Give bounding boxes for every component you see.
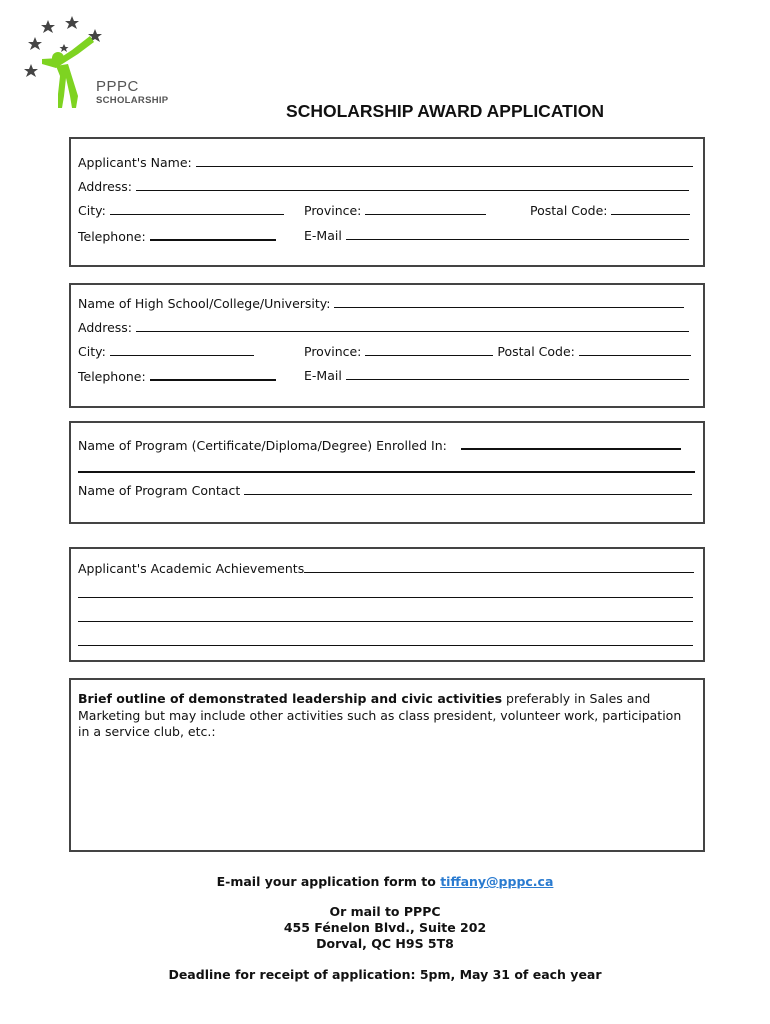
email-link[interactable]: tiffany@pppc.ca [440, 874, 554, 889]
school-email-field[interactable] [346, 368, 689, 380]
school-postal-field[interactable] [579, 344, 691, 356]
applicant-address-row [78, 179, 689, 195]
applicant-address-field[interactable] [136, 179, 689, 191]
school-address-row [78, 320, 689, 336]
program-name-label: Name of Program (Certificate/Diploma/Degree) Enrolled In: [78, 438, 447, 453]
applicant-name-row [78, 155, 693, 171]
achievements-field[interactable] [304, 561, 694, 573]
leadership-prompt-line-3: in a service club, etc.: [78, 724, 216, 739]
program-name-continuation-row [78, 460, 695, 477]
deadline-text: Deadline for receipt of application: 5pm, May 31 of each year [168, 967, 602, 982]
achievements-row [78, 561, 694, 577]
program-name-field-continued[interactable] [78, 460, 695, 473]
school-province-label: Province: [304, 344, 362, 359]
school-city-label: City: [78, 344, 106, 359]
applicant-city-field[interactable] [110, 203, 284, 215]
applicant-province-label: Province: [304, 203, 362, 218]
page-title: SCHOLARSHIP AWARD APPLICATION [286, 101, 604, 121]
leadership-prompt-rest: preferably in Sales and [502, 691, 651, 706]
achievements-line-2 [78, 586, 693, 602]
leadership-prompt-line-1 [78, 691, 650, 707]
achievements-field-line-2[interactable] [78, 586, 693, 598]
email-instruction [0, 874, 770, 889]
applicant-province-field[interactable] [365, 203, 486, 215]
program-contact-label: Name of Program Contact [78, 483, 241, 498]
program-contact-row [78, 483, 692, 499]
program-contact-field[interactable] [244, 483, 692, 495]
school-postal-label: Postal Code: [497, 344, 575, 359]
school-province-row [304, 344, 691, 360]
applicant-telephone-field[interactable] [150, 228, 276, 241]
mail-line-1: Or mail to PPPC [329, 904, 441, 919]
program-name-row [78, 437, 681, 454]
achievements-label: Applicant's Academic Achievements [78, 561, 305, 576]
achievements-line-4 [78, 634, 693, 650]
applicant-email-field[interactable] [346, 228, 689, 240]
applicant-email-row [304, 228, 689, 244]
school-telephone-label: Telephone: [78, 369, 146, 384]
school-name-field[interactable] [334, 296, 684, 308]
applicant-postal-row [530, 203, 690, 219]
applicant-address-label: Address: [78, 179, 132, 194]
applicant-telephone-label: Telephone: [78, 229, 146, 244]
applicant-city-label: City: [78, 203, 106, 218]
school-province-field[interactable] [365, 344, 493, 356]
applicant-city-row [78, 203, 284, 219]
applicant-name-label: Applicant's Name: [78, 155, 192, 170]
applicant-province-row [304, 203, 486, 219]
applicant-postal-field[interactable] [611, 203, 690, 215]
email-instruction-text: E-mail your application form to [216, 874, 441, 889]
school-address-label: Address: [78, 320, 132, 335]
school-email-row [304, 368, 689, 384]
school-name-row [78, 296, 684, 312]
mail-line-2: 455 Fénelon Blvd., Suite 202 [283, 920, 487, 935]
applicant-email-label: E-Mail [304, 228, 342, 243]
mail-line-3: Dorval, QC H9S 5T8 [316, 936, 454, 951]
school-telephone-field[interactable] [150, 368, 276, 381]
leadership-prompt-line-2: Marketing but may include other activities such as class president, volunteer work, participation [78, 708, 682, 723]
achievements-field-line-3[interactable] [78, 610, 693, 622]
leadership-prompt-bold: Brief outline of demonstrated leadership and civic activities [78, 691, 503, 706]
school-city-field[interactable] [110, 344, 254, 356]
achievements-field-line-4[interactable] [78, 634, 693, 646]
applicant-telephone-row [78, 228, 276, 245]
school-name-label: Name of High School/College/University: [78, 296, 331, 311]
school-telephone-row [78, 368, 276, 385]
school-email-label: E-Mail [304, 368, 342, 383]
logo-text-scholarship: SCHOLARSHIP [96, 95, 169, 106]
school-address-field[interactable] [136, 320, 689, 332]
applicant-postal-label: Postal Code: [530, 203, 608, 218]
school-city-row [78, 344, 254, 360]
logo-text-pppc: PPPC [96, 78, 139, 95]
applicant-name-field[interactable] [196, 155, 693, 167]
achievements-line-3 [78, 610, 693, 626]
program-name-field[interactable] [461, 437, 681, 450]
